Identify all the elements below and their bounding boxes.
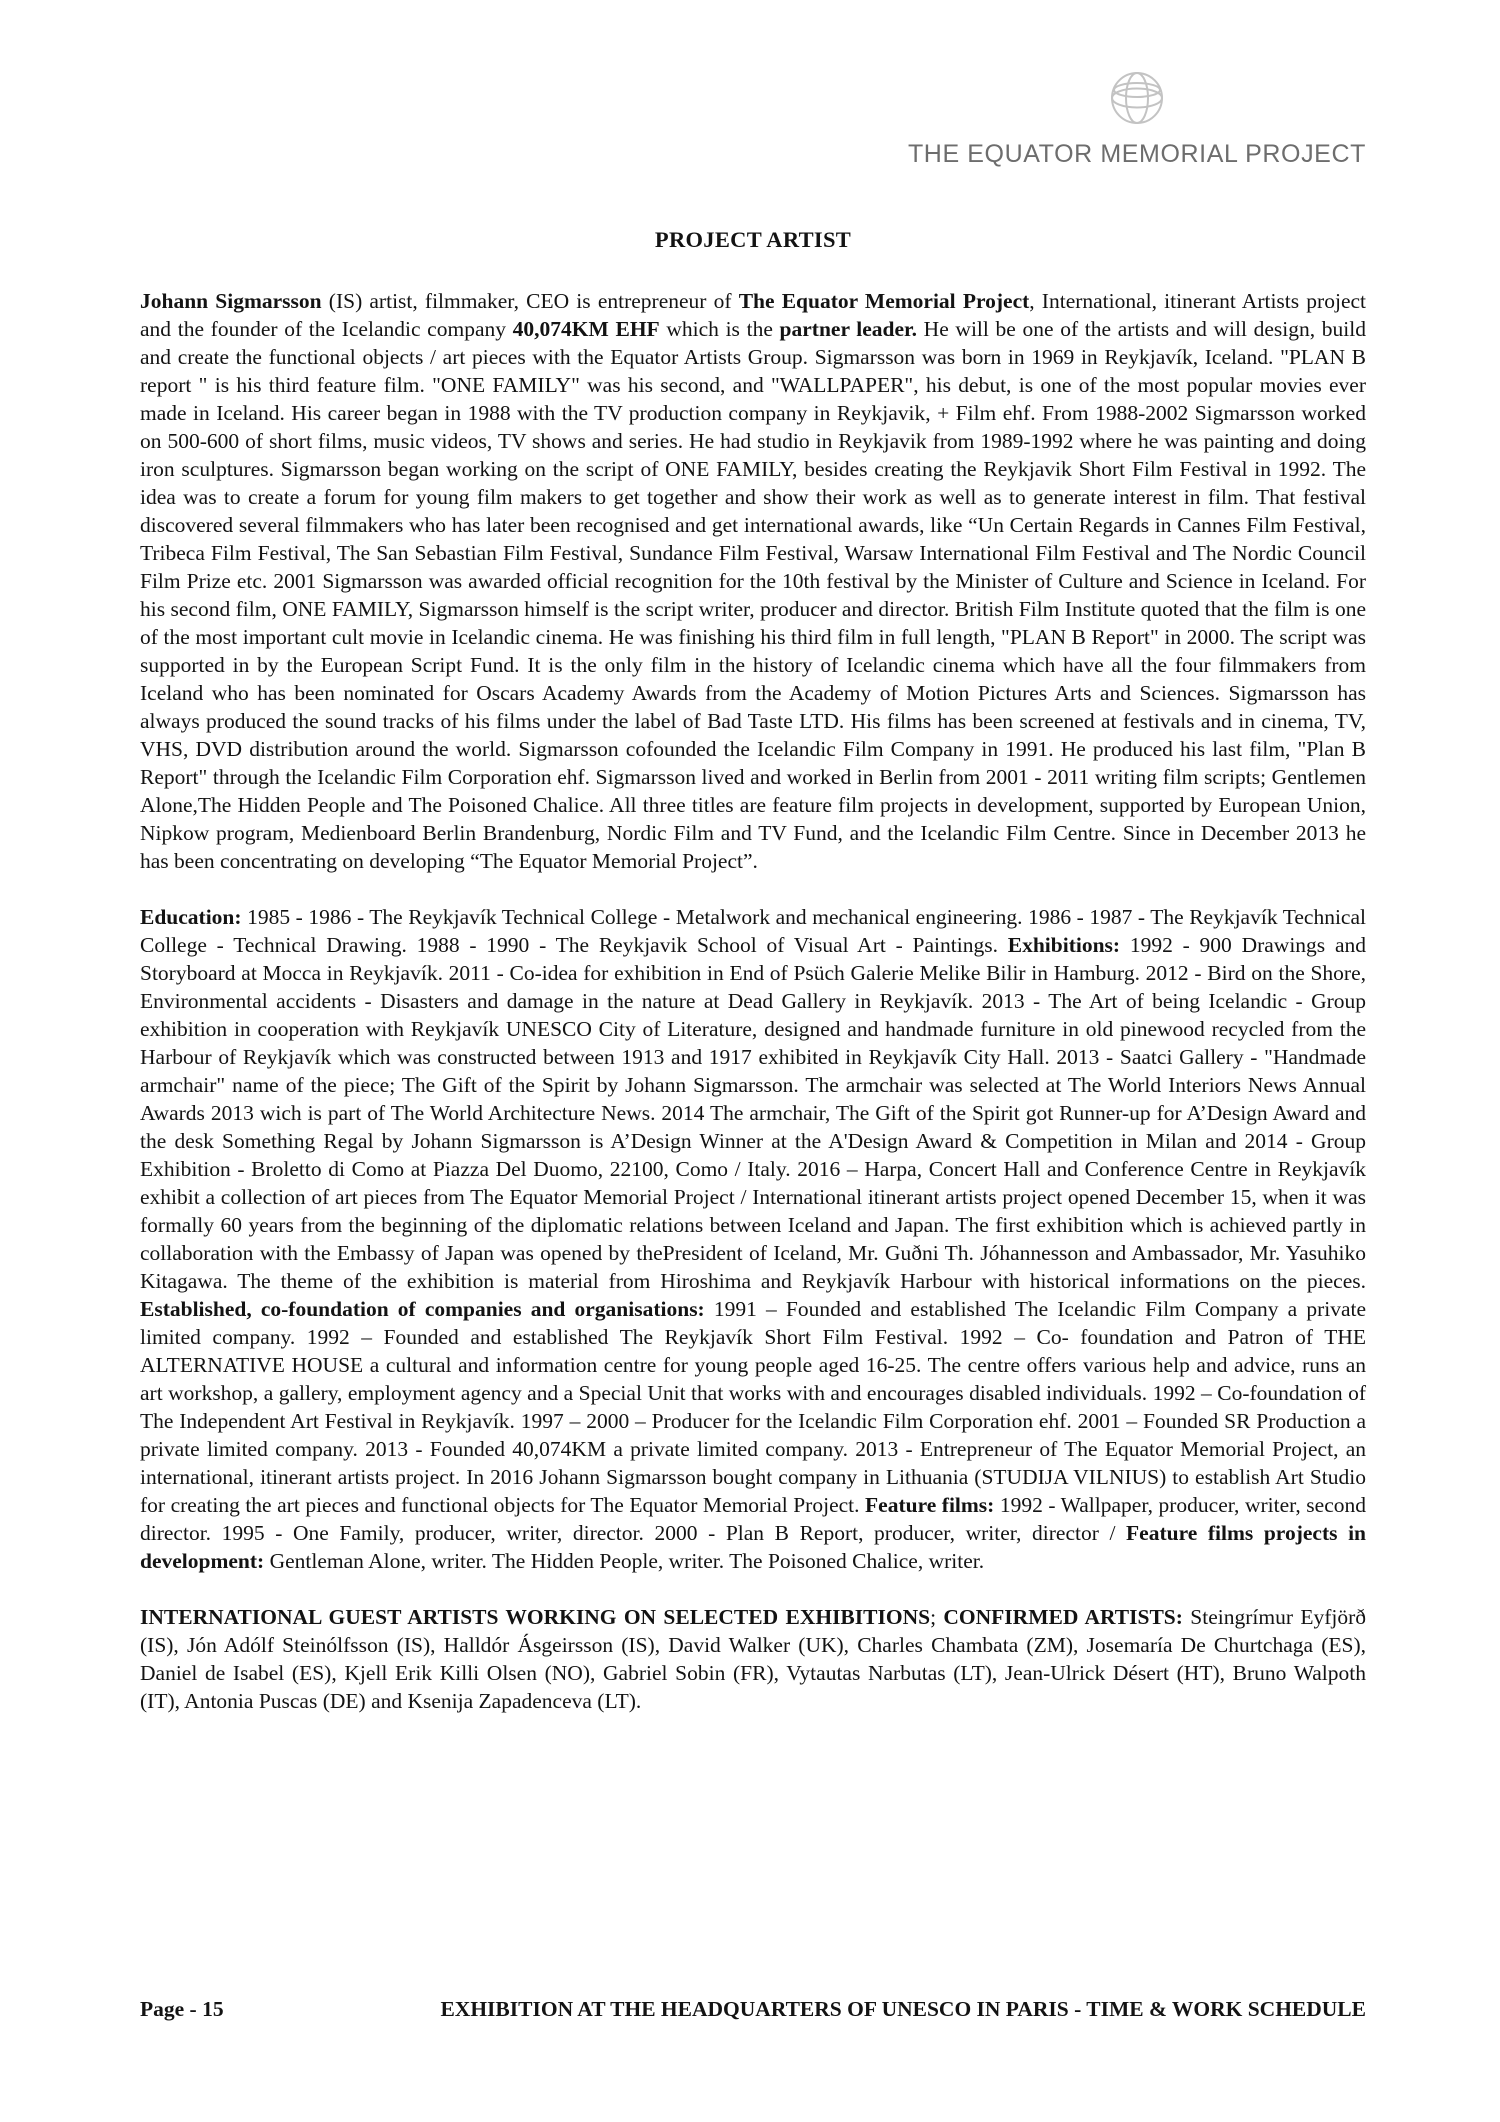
bio-paragraph: Johann Sigmarsson (IS) artist, filmmaker, CEO is entrepreneur of The Equator Memorial Project, International, itinerant Artists project and the founder of the Icelandic company 40,074KM EHF which is the partner leader. He will be one of the artists and will design, build and create the functional objects / art pieces with the Equator Artists Group. Sigmarsson was born in 1969 in Reykjavík, Iceland. "PLAN B report " is his third feature film. "ONE FAMILY" was his second, and "WALLPAPER", his debut, is one of the most popular movies ever made in Iceland. His career began in 1988 with the TV production company in Reykjavik, + Film ehf. From 1988-2002 Sigmarsson worked on 500-600 of short films, music videos, TV shows and series. He had studio in Reykjavik from 1989-1992 where he was painting and doing iron sculptures. Sigmarsson began working on the script of ONE FAMILY, besides creating the Reykjavik Short Film Festival in 1992. The idea was to create a forum for young film makers to get together and show their work as well as to generate interest in film. That festival discovered several filmmakers who has later been recognised and get international awards, like “Un Certain Regards in Cannes Film Festival, Tribeca Film Festival, The San Sebastian Film Festival, Sundance Film Festival, Warsaw International Film Festival and The Nordic Council Film Prize etc. 2001 Sigmarsson was awarded official recognition for the 10th festival by the Minister of Culture and Science in Iceland. For his second film, ONE FAMILY, Sigmarsson himself is the script writer, producer and director. British Film Institute quoted that the film is one of the most important cult movie in Icelandic cinema. He was finishing his third film in full length, "PLAN B Report" in 2000. The script was supported in by the European Script Fund. It is the only film in the history of Icelandic cinema which have all the four filmmakers from Iceland who has been nominated for Oscars Academy Awards from the Academy of Motion Pictures Arts and Sciences. Sigmarsson has always produced the sound tracks of his films under the label of Bad Taste LTD. His films has been screened at festivals and in cinema, TV, VHS, DVD distribution around the world. Sigmarsson cofounded the Icelandic Film Company in 1991. He produced his last film, "Plan B Report" through the Icelandic Film Corporation ehf. Sigmarsson lived and worked in Berlin from 2001 - 2011 writing film scripts; Gentlemen Alone,The Hidden People and The Poisoned Chalice. All three titles are feature film projects in development, supported by European Union, Nipkow program, Medienboard Berlin Brandenburg, Nordic Film and TV Fund, and the Icelandic Film Centre. Since in December 2013 he has been concentrating on developing “The Equator Memorial Project”. <box>140 289 1367 873</box>
page-title: PROJECT ARTIST <box>654 227 852 252</box>
globe-logo-icon <box>1097 56 1177 136</box>
page-header <box>140 0 1366 169</box>
education-exhibitions-paragraph: Education: 1985 - 1986 - The Reykjavík Technical College - Metalwork and mechanical engineering. 1986 - 1987 - The Reykjavík Technical College - Technical Drawing. 1988 - 1990 - The Reykjavik School of Visual Art - Paintings. Exhibitions: 1992 - 900 Drawings and Storyboard at Mocca in Reykjavík. 2011 - Co-idea for exhibition in End of Psüch Galerie Melike Bilir in Hamburg. 2012 - Bird on the Shore, Environmental accidents - Disasters and damage in the nature at Dead Gallery in Reykjavík. 2013 - The Art of being Icelandic - Group exhibition in cooperation with Reykjavík UNESCO City of Literature, designed and handmade furniture in old pinewood recycled from the Harbour of Reykjavík which was constructed between 1913 and 1917 exhibited in Reykjavík City Hall. 2013 - Saatci Gallery - "Handmade armchair" name of the piece; The Gift of the Spirit by Johann Sigmarsson. The armchair was selected at The World Interiors News Annual Awards 2013 wich is part of The World Architecture News. 2014 The armchair, The Gift of the Spirit got Runner-up for A’Design Award and the desk Something Regal by Johann Sigmarsson is A’Design Winner at the A'Design Award & Competition in Milan and 2014 - Group Exhibition - Broletto di Como at Piazza Del Duomo, 22100, Como / Italy. 2016 – Harpa, Concert Hall and Conference Centre in Reykjavík exhibit a collection of art pieces from The Equator Memorial Project / International itinerant artists project opened December 15, when it was formally 60 years from the beginning of the diplomatic relations between Iceland and Japan. The first exhibition which is achieved partly in collaboration with the Embassy of Japan was opened by thePresident of Iceland, Mr. Guðni Th. Jóhannesson and Ambassador, Mr. Yasuhiko Kitagawa. The theme of the exhibition is material from Hiroshima and Reykjavík Harbour with historical informations on the pieces. Established, co-foundation of companies and organisations: 1991 – Founded and established The Icelandic Film Company a private limited company. 1992 – Founded and established The Reykjavík Short Film Festival. 1992 – Co- foundation and Patron of THE ALTERNATIVE HOUSE a cultural and information centre for young people aged 16-25. The centre offers various help and advice, runs an art workshop, a gallery, employment agency and a Special Unit that works with and encourages disabled individuals. 1992 – Co-foundation of The Independent Art Festival in Reykjavík. 1997 – 2000 – Producer for the Icelandic Film Corporation ehf. 2001 – Founded SR Production a private limited company. 2013 - Founded 40,074KM a private limited company. 2013 - Entrepreneur of The Equator Memorial Project, an international, itinerant artists project. In 2016 Johann Sigmarsson bought company in Lithuania (STUDIJA VILNIUS) to establish Art Studio for creating the art pieces and functional objects for The Equator Memorial Project. Feature films: 1992 - Wallpaper, producer, writer, second director. 1995 - One Family, producer, writer, director. 2000 - Plan B Report, producer, writer, director / Feature films projects in development: Gentleman Alone, writer. The Hidden People, writer. The Poisoned Chalice, writer. <box>140 905 1367 1573</box>
page-footer <box>140 1997 1366 2022</box>
footer-caption: EXHIBITION AT THE HEADQUARTERS OF UNESCO IN PARIS - TIME & WORK SCHEDULE <box>440 1997 1366 2021</box>
page-number: Page - 15 <box>140 1997 224 2021</box>
brand-block <box>908 56 1366 169</box>
brand-title: THE EQUATOR MEMORIAL PROJECT <box>907 140 1366 168</box>
guest-artists-paragraph: INTERNATIONAL GUEST ARTISTS WORKING ON SELECTED EXHIBITIONS; CONFIRMED ARTISTS: Steingrímur Eyfjörð (IS), Jón Adólf Steinólfsson (IS), Halldór Ásgeirsson (IS), David Walker (UK), Charles Chambata (ZM), Josemaría De Churtchaga (ES), Daniel de Isabel (ES), Kjell Erik Killi Olsen (NO), Gabriel Sobin (FR), Vytautas Narbutas (LT), Jean-Ulrick Désert (HT), Bruno Walpoth (IT), Antonia Puscas (DE) and Ksenija Zapadenceva (LT). <box>140 1605 1367 1713</box>
